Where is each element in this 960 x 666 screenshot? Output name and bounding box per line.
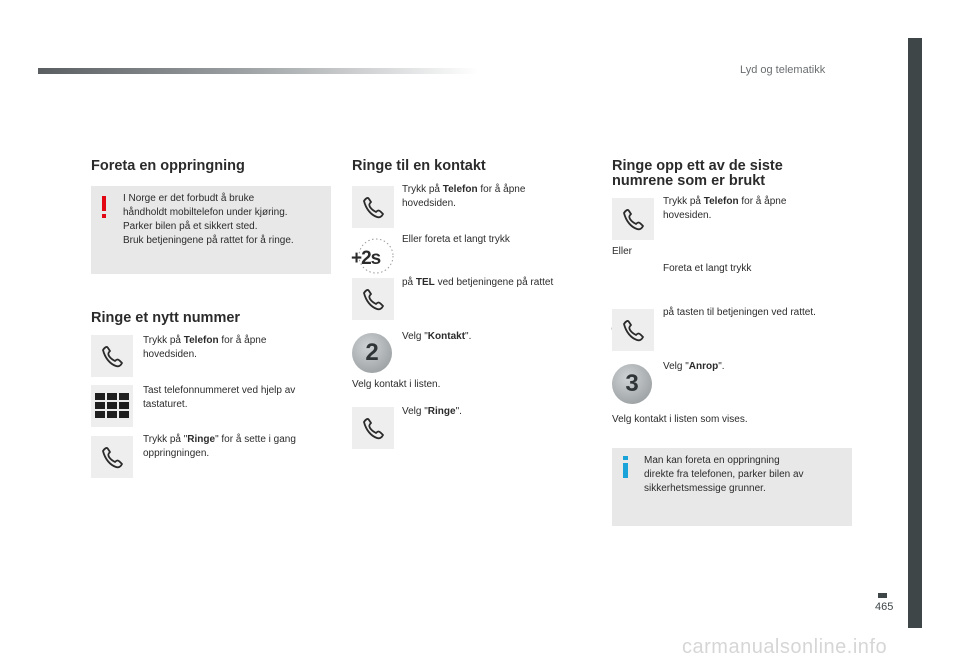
step-text: Trykk på ": [143, 434, 188, 445]
step-text: hovedsiden.: [143, 349, 197, 360]
phone-icon: [91, 436, 133, 478]
step-keyword: Telefon: [442, 184, 478, 195]
step-text: Trykk på: [402, 184, 443, 195]
step-text: ".: [455, 406, 462, 417]
warning-line: Parker bilen på et sikkert sted.: [123, 221, 258, 232]
info-icon: [622, 456, 630, 483]
step-badge: 2: [352, 333, 392, 373]
step-text: Trykk på: [663, 196, 704, 207]
step-text: ".: [465, 331, 472, 342]
step-keyword: Anrop: [688, 361, 719, 372]
or-text: Eller: [612, 246, 633, 257]
clock-plus2s-icon: [350, 236, 394, 278]
step-text: Eller foreta et langt trykk: [402, 234, 510, 245]
step-text: for å åpne: [218, 335, 267, 346]
side-band: [908, 38, 922, 628]
keypad-icon: [91, 385, 133, 427]
step-text: på tasten til betjeningen ved rattet.: [663, 307, 816, 318]
phone-icon: [352, 278, 394, 320]
col3-title: numrene som er brukt: [612, 173, 766, 189]
watermark-text: carmanualsonline.info: [682, 636, 888, 658]
step-text: " for å sette i gang: [215, 434, 296, 445]
step-text: ved betjeningene på rattet: [434, 277, 554, 288]
step-text: Velg kontakt i listen som vises.: [612, 414, 748, 425]
step-keyword: Kontakt: [427, 331, 466, 342]
plus2s-label: +2s: [351, 248, 381, 269]
step-text: hovesiden.: [663, 210, 712, 221]
step-text: Velg ": [663, 361, 689, 372]
info-line: sikkerhetsmessige grunner.: [644, 483, 766, 494]
step-text: Foreta et langt trykk: [663, 263, 752, 274]
step-keyword: Telefon: [703, 196, 739, 207]
step-text: Velg ": [402, 331, 428, 342]
col2-title: Ringe til en kontakt: [352, 158, 486, 174]
step-text: tastaturet.: [143, 399, 188, 410]
phone-icon: [91, 335, 133, 377]
col3-title: Ringe opp ett av de siste: [612, 158, 783, 174]
step-text: for å åpne: [477, 184, 526, 195]
step-text: på: [402, 277, 416, 288]
step-keyword: Ringe: [187, 434, 216, 445]
header-gradient-bar: [38, 68, 478, 74]
phone-icon: [612, 309, 654, 351]
phone-icon: [352, 186, 394, 228]
step-text: hovedsiden.: [402, 198, 456, 209]
section-title: Lyd og telematikk: [740, 64, 826, 76]
step-text: Tast telefonnummeret ved hjelp av: [143, 385, 296, 396]
step-keyword: Ringe: [427, 406, 456, 417]
info-line: Man kan foreta en oppringning: [644, 455, 780, 466]
step-text: Trykk på: [143, 335, 184, 346]
warning-box: [91, 186, 331, 274]
step-text: oppringningen.: [143, 448, 210, 459]
phone-icon: [612, 198, 654, 240]
warning-line: I Norge er det forbudt å bruke: [123, 193, 255, 204]
step-text: for å åpne: [738, 196, 787, 207]
step-text: Velg kontakt i listen.: [352, 379, 441, 390]
col1-subtitle: Ringe et nytt nummer: [91, 310, 241, 326]
step-badge: 3: [612, 364, 652, 404]
info-box: [612, 448, 852, 526]
col1-title: Foreta en oppringning: [91, 158, 245, 174]
step-keyword: Telefon: [183, 335, 219, 346]
warning-line: håndholdt mobiltelefon under kjøring.: [123, 207, 288, 218]
step-text: ".: [718, 361, 725, 372]
step-text: Velg ": [402, 406, 428, 417]
info-line: direkte fra telefonen, parker bilen av: [644, 469, 804, 480]
warning-line: Bruk betjeningene på rattet for å ringe.: [123, 235, 294, 246]
warning-icon: [99, 196, 109, 225]
page-number: 465: [875, 601, 894, 613]
phone-icon: [352, 407, 394, 449]
page-marker: [878, 593, 887, 598]
step-keyword: TEL: [415, 277, 435, 288]
